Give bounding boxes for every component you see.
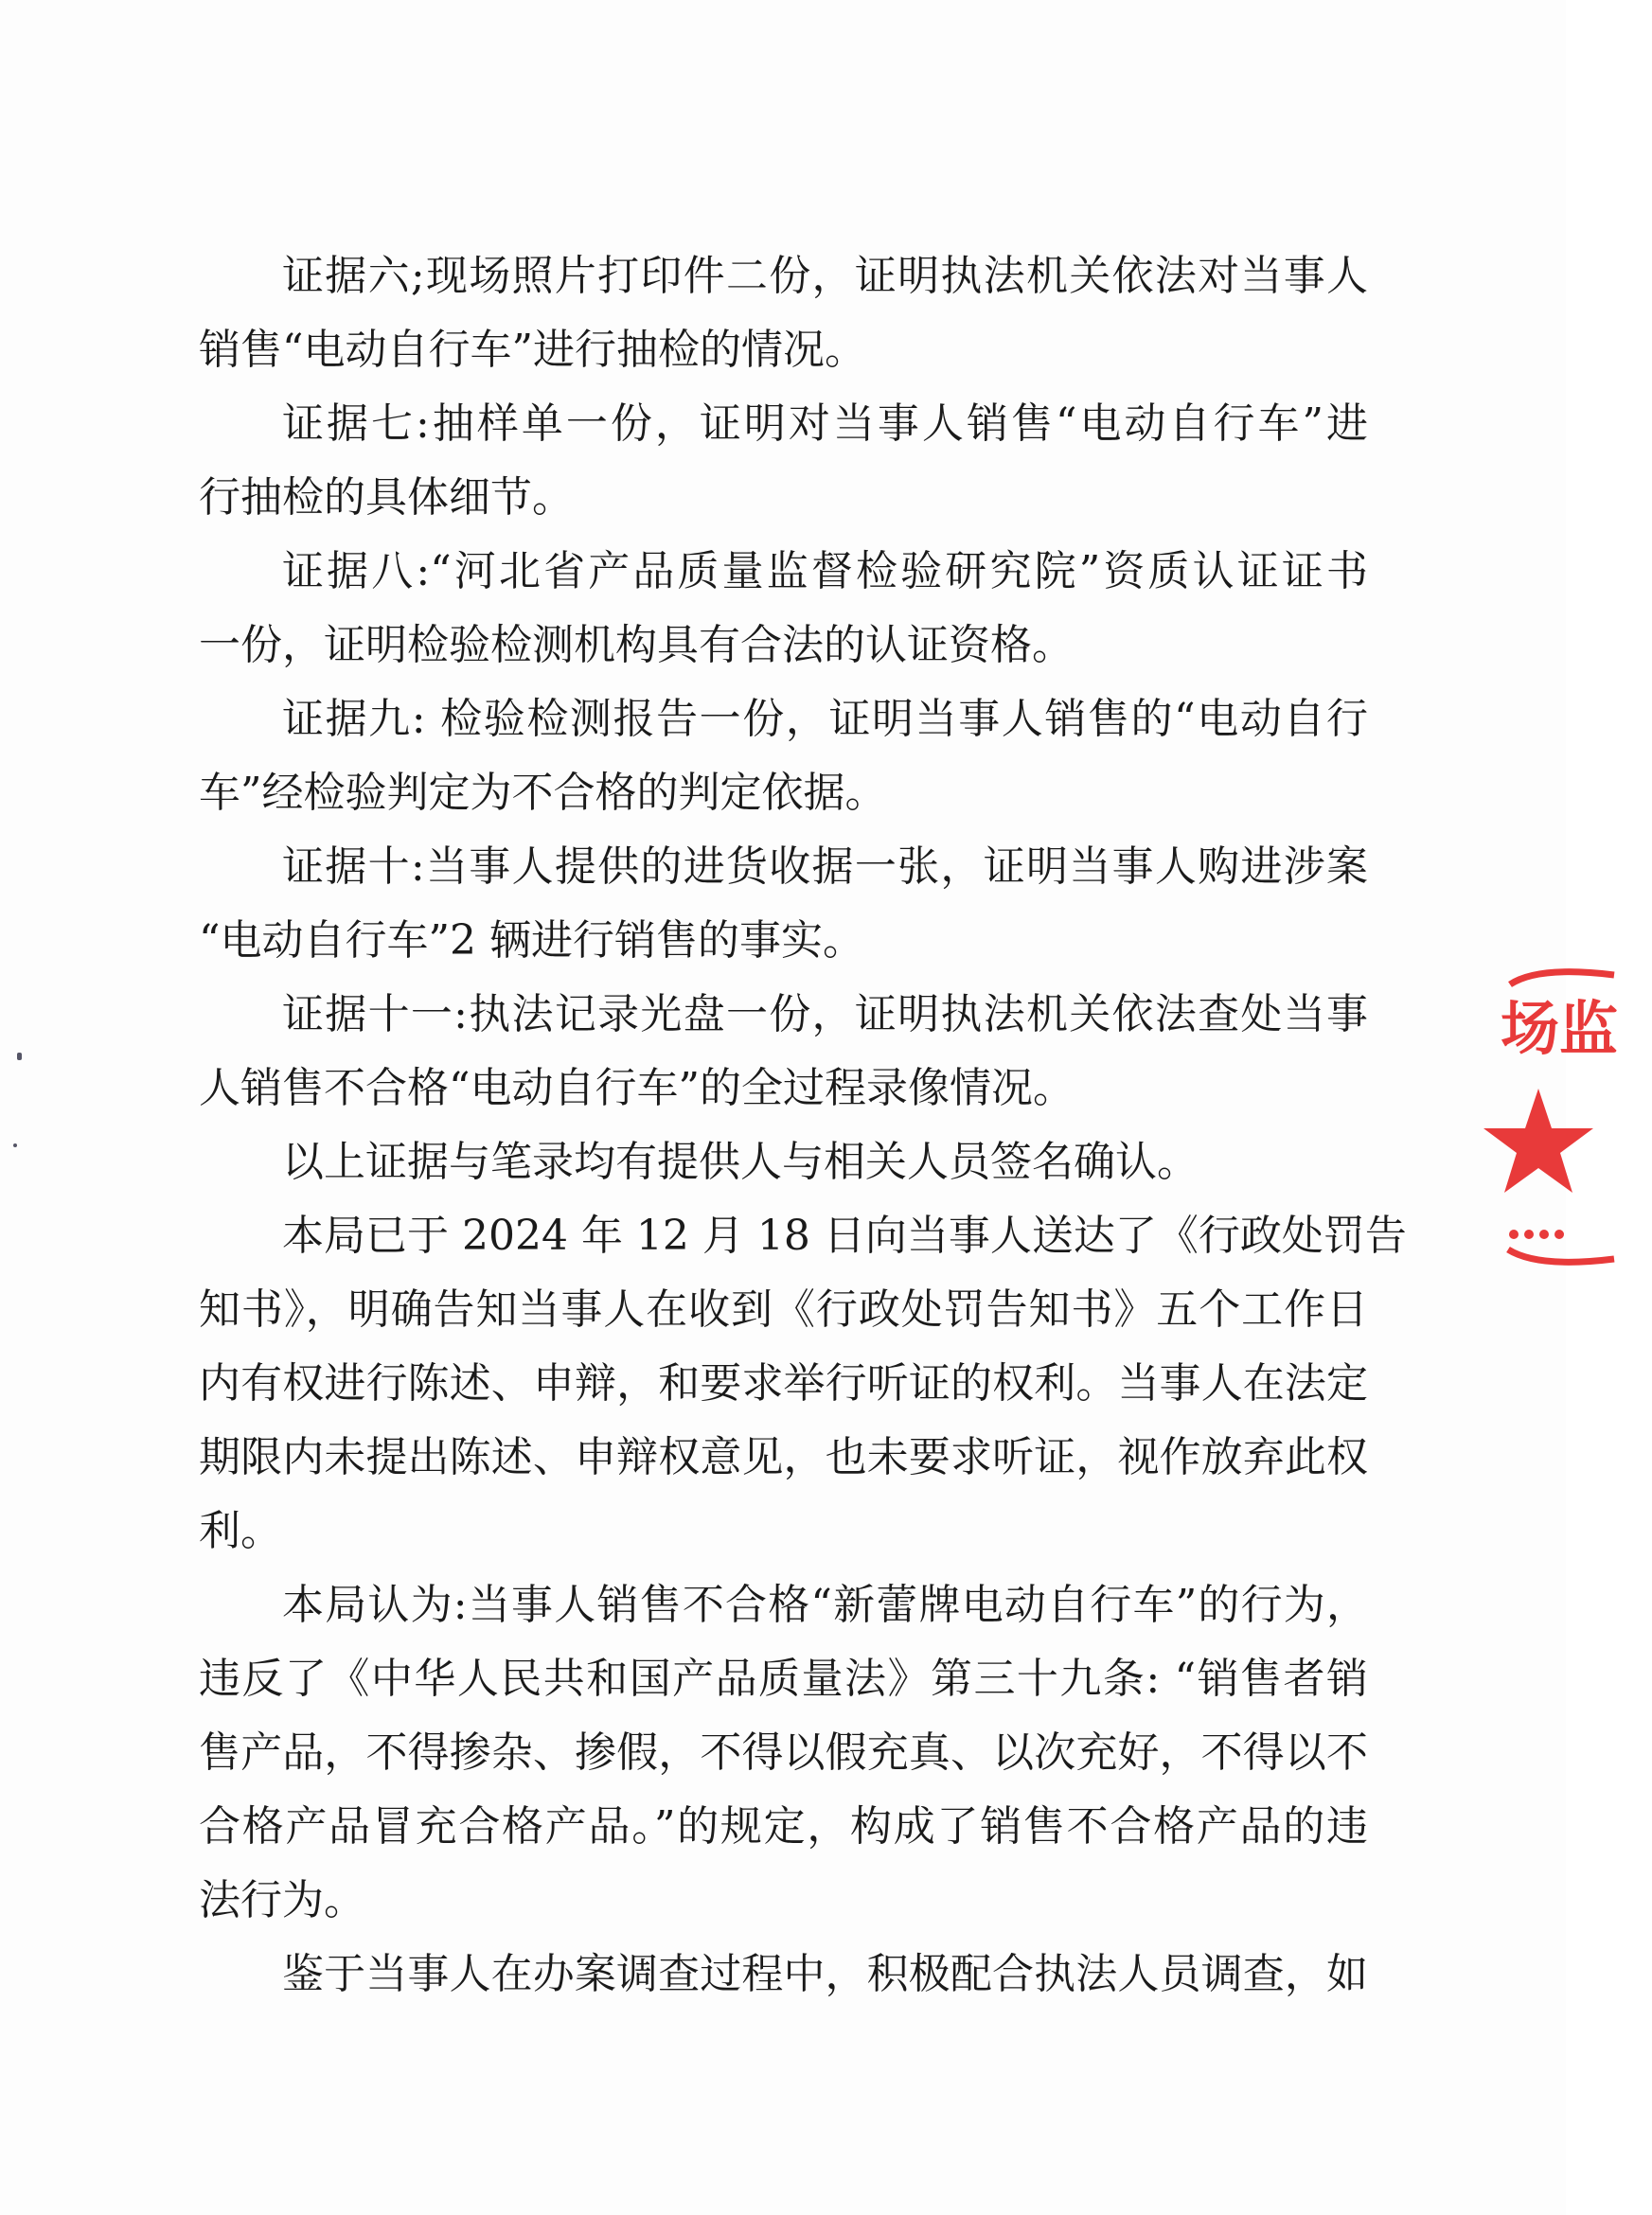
text-line: 行抽检的具体细节。 [199, 473, 574, 522]
text-line: 期限内未提出陈述、申辩权意见，也未要求听证，视作放弃此权 [199, 1433, 1368, 1481]
text-line: 证据九: 检验检测报告一份，证明当事人销售的“电动自行 [282, 695, 1368, 743]
text-line: 以上证据与笔录均有提供人与相关人员签名确认。 [282, 1138, 1199, 1186]
text-line: 销售“电动自行车”进行抽检的情况。 [199, 326, 866, 374]
text-line: 违反了《中华人民共和国产品质量法》第三十九条: “销售者销 [199, 1655, 1368, 1703]
text-line: 利。 [199, 1507, 282, 1555]
text-line: 证据六;现场照片打印件二份，证明执法机关依法对当事人 [282, 252, 1368, 300]
text-line: 证据十:当事人提供的进货收据一张，证明当事人购进涉案 [282, 842, 1368, 891]
text-line: 售产品，不得掺杂、掺假，不得以假充真、以次充好，不得以不 [199, 1728, 1368, 1777]
text-line: 车”经检验判定为不合格的判定依据。 [199, 769, 887, 817]
text-line: 法行为。 [199, 1876, 365, 1924]
official-seal [1501, 966, 1652, 1287]
text-line: 本局已于 2024 年 12 月 18 日向当事人送达了《行政处罚告 [282, 1212, 1407, 1260]
scan-mark [13, 1143, 17, 1147]
text-line: 证据十一:执法记录光盘一份，证明执法机关依法查处当事 [282, 990, 1368, 1038]
scan-mark [17, 1053, 22, 1060]
text-line: 知书》，明确告知当事人在收到《行政处罚告知书》五个工作日 [199, 1285, 1368, 1334]
text-line: 一份，证明检验检测机构具有合法的认证资格。 [199, 621, 1074, 669]
text-line: 合格产品冒充合格产品。”的规定，构成了销售不合格产品的违 [199, 1802, 1368, 1851]
text-line: 内有权进行陈述、申辩，和要求举行听证的权利。当事人在法定 [199, 1359, 1368, 1408]
text-line: “电动自行车”2 辆进行销售的事实。 [199, 916, 864, 965]
text-line: 证据七:抽样单一份，证明对当事人销售“电动自行车”进 [282, 399, 1368, 448]
text-line: 人销售不合格“电动自行车”的全过程录像情况。 [199, 1064, 1075, 1112]
text-line: 鉴于当事人在办案调查过程中，积极配合执法人员调查，如 [282, 1950, 1368, 1998]
seal-text: 场监 [1501, 994, 1619, 1063]
text-line: 证据八:“河北省产品质量监督检验研究院”资质认证证书 [282, 547, 1368, 595]
text-line: 本局认为:当事人销售不合格“新蕾牌电动自行车”的行为， [282, 1581, 1368, 1629]
seal-star-icon [1483, 1089, 1593, 1193]
